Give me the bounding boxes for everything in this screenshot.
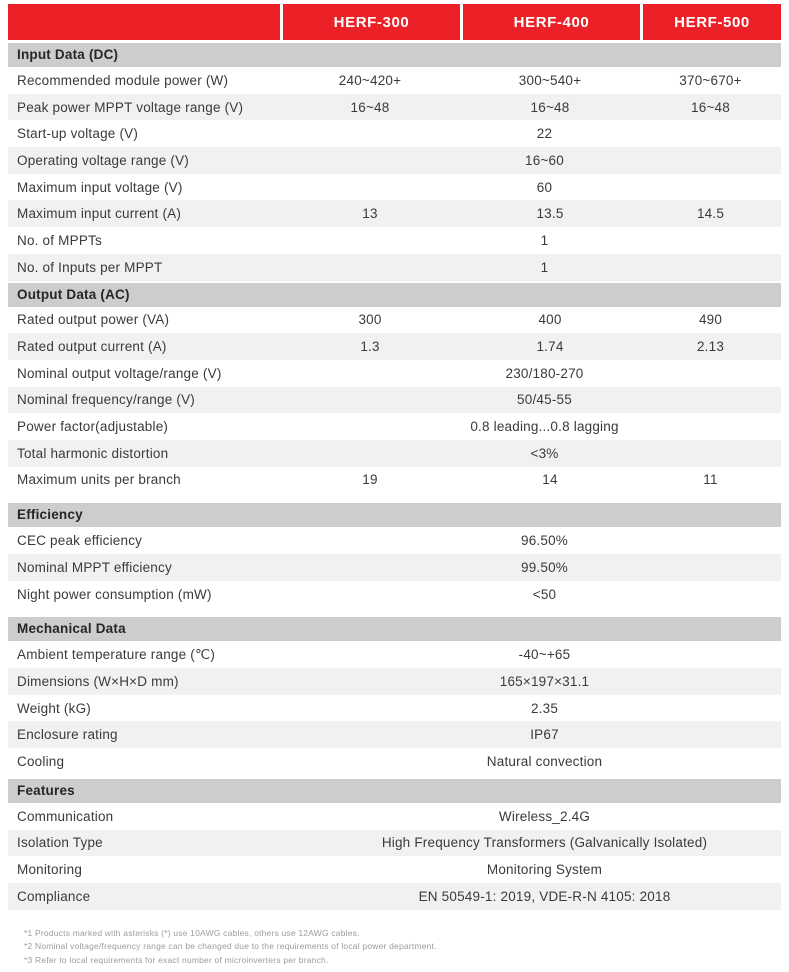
row-label: No. of Inputs per MPPT (17, 259, 163, 275)
spec-row (8, 174, 781, 201)
spec-row (8, 360, 781, 387)
row-label: Isolation Type (17, 835, 103, 851)
row-value: 13.5 (536, 206, 564, 222)
row-value-spanning: EN 50549-1: 2019, VDE-R-N 4105: 2018 (418, 888, 671, 904)
section-title: Input Data (DC) (8, 43, 781, 67)
spec-row (8, 440, 781, 467)
spec-row (8, 856, 781, 883)
spec-row (8, 641, 781, 668)
row-value: 300 (358, 312, 382, 328)
section-title: Features (8, 779, 781, 803)
footnote-line: *2 Nominal voltage/frequency range can be changed due to the requirements of local power department. (24, 941, 437, 952)
spec-row (8, 387, 781, 414)
spec-row (8, 200, 781, 227)
row-value: 370~670+ (679, 72, 742, 88)
spec-row (8, 227, 781, 254)
row-value: 1.3 (360, 339, 380, 355)
row-value-spanning: 1 (540, 232, 549, 248)
row-value-spanning: 16~60 (525, 152, 564, 168)
column-header-blank (8, 4, 280, 40)
row-label: Night power consumption (mW) (17, 586, 212, 602)
row-label: Peak power MPPT voltage range (V) (17, 99, 244, 115)
row-value: 14 (542, 472, 558, 488)
spec-row (8, 830, 781, 857)
row-value: 16~48 (350, 99, 390, 115)
row-value: 19 (362, 472, 378, 488)
spec-row (8, 333, 781, 360)
spec-row (8, 668, 781, 695)
row-label: Communication (17, 808, 114, 824)
row-value-spanning: 22 (536, 126, 553, 142)
column-header-herf-500: HERF-500 (640, 4, 781, 40)
row-label: Maximum units per branch (17, 472, 181, 488)
spec-row (8, 527, 781, 554)
row-value-spanning: IP67 (530, 727, 559, 743)
row-value: 14.5 (696, 206, 725, 222)
spec-row (8, 307, 781, 334)
row-value-spanning: 50/45-55 (517, 392, 572, 408)
row-label: Compliance (17, 888, 91, 904)
spec-row (8, 581, 781, 608)
spec-row (8, 748, 781, 775)
column-header-herf-400: HERF-400 (460, 4, 640, 40)
section-title: Efficiency (8, 503, 781, 527)
row-value-spanning: <3% (530, 445, 559, 461)
row-label: No. of MPPTs (17, 232, 102, 248)
row-label: Ambient temperature range (℃) (17, 646, 216, 662)
row-value-spanning: 96.50% (521, 533, 568, 549)
row-label: Nominal output voltage/range (V) (17, 365, 222, 381)
row-label: Nominal frequency/range (V) (17, 392, 195, 408)
row-value: 11 (703, 472, 718, 488)
row-label: Nominal MPPT efficiency (17, 559, 172, 575)
spec-row (8, 413, 781, 440)
row-label: Dimensions (W×H×D mm) (17, 673, 179, 689)
row-value-spanning: 165×197×31.1 (499, 673, 590, 689)
row-value-spanning: High Frequency Transformers (Galvanically Isolated) (381, 835, 708, 851)
footnote-line: *3 Refer to local requirements for exact number of microinverters per branch. (24, 954, 329, 965)
spec-row (8, 94, 781, 121)
spec-row (8, 883, 781, 910)
section-output-data-ac (8, 283, 781, 494)
column-header-herf-300: HERF-300 (280, 4, 460, 40)
row-label: Rated output power (VA) (17, 312, 170, 328)
row-label: Enclosure rating (17, 727, 118, 743)
spec-row (8, 467, 781, 494)
row-value: 240~420+ (338, 72, 402, 88)
row-value: 2.13 (696, 339, 725, 355)
spec-row (8, 120, 781, 147)
section-efficiency (8, 503, 781, 607)
row-value-spanning: -40~+65 (518, 647, 571, 663)
row-label: Rated output current (A) (17, 339, 167, 355)
spec-row (8, 147, 781, 174)
row-value: 13 (362, 206, 378, 222)
spec-row (8, 803, 781, 830)
row-value: 1.74 (536, 339, 564, 355)
spec-row (8, 254, 781, 281)
row-value-spanning: 60 (536, 179, 553, 195)
row-label: Power factor(adjustable) (17, 419, 169, 435)
row-label: Maximum input current (A) (17, 206, 182, 222)
row-label: Total harmonic distortion (17, 445, 169, 461)
row-value-spanning: 99.50% (521, 559, 568, 575)
spec-row (8, 67, 781, 94)
spec-table-body (8, 43, 781, 910)
row-value-spanning: 2.35 (530, 700, 559, 716)
row-value: 16~48 (691, 99, 730, 115)
section-features (8, 779, 781, 910)
row-value-spanning: 230/180-270 (505, 365, 584, 381)
section-input-data-dc (8, 43, 781, 281)
row-value: 16~48 (530, 99, 570, 115)
spec-row (8, 721, 781, 748)
row-value-spanning: Natural convection (486, 753, 603, 769)
footnotes (24, 927, 781, 968)
row-value: 300~540+ (518, 72, 582, 88)
row-value-spanning: 1 (540, 259, 549, 275)
row-label: Operating voltage range (V) (17, 152, 189, 168)
row-value: 400 (538, 312, 562, 328)
row-label: Maximum input voltage (V) (17, 179, 183, 195)
row-label: Cooling (17, 753, 65, 769)
footnote-line: *1 Products marked with asterisks (*) use 10AWG cables, others use 12AWG cables. (24, 927, 360, 938)
section-title: Mechanical Data (8, 617, 781, 641)
row-label: Weight (kG) (17, 700, 91, 716)
row-label: CEC peak efficiency (17, 533, 143, 549)
row-value-spanning: <50 (532, 586, 557, 602)
row-value: 490 (698, 312, 723, 328)
row-label: Recommended module power (W) (17, 72, 229, 88)
row-value-spanning: Wireless_2.4G (498, 808, 591, 824)
section-title: Output Data (AC) (8, 283, 781, 307)
spec-row (8, 695, 781, 722)
section-mechanical-data (8, 617, 781, 774)
spec-row (8, 554, 781, 581)
table-header-row (8, 4, 781, 40)
row-value-spanning: Monitoring System (486, 862, 603, 878)
row-label: Monitoring (17, 862, 83, 878)
row-value-spanning: 0.8 leading...0.8 lagging (470, 419, 619, 435)
row-label: Start-up voltage (V) (17, 126, 139, 142)
